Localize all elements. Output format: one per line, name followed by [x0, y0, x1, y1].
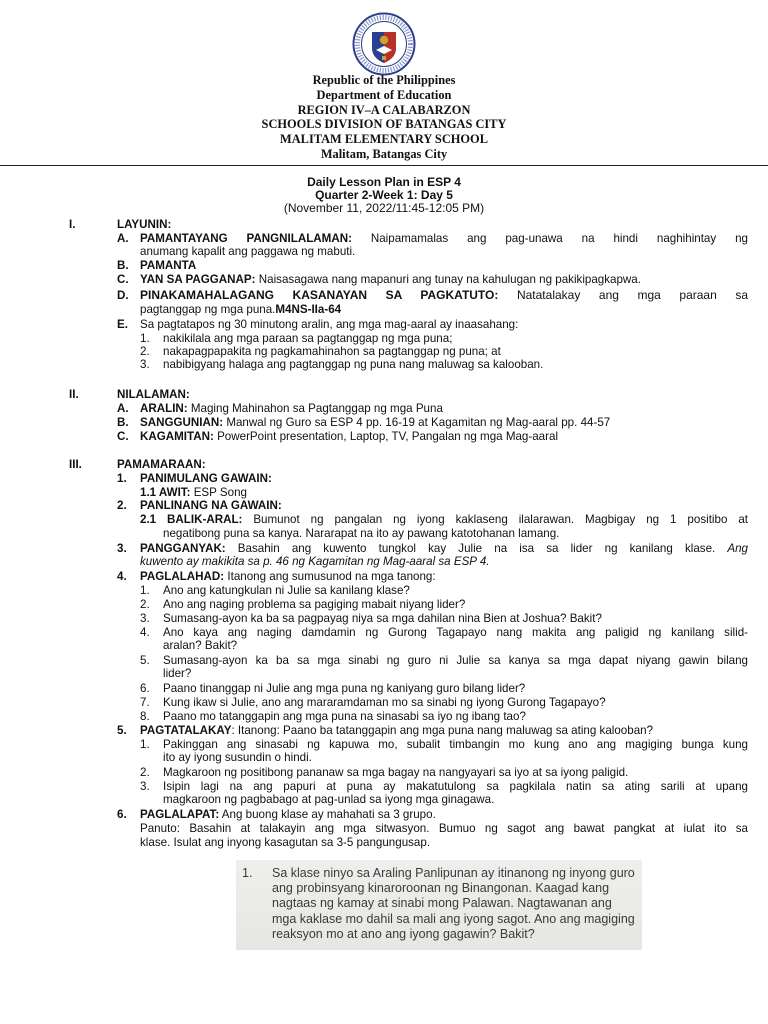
sec1-c-line [140, 273, 641, 286]
sec2-a-text: Maging Mahinahon sa Pagtanggap ng mga Puna [187, 402, 443, 415]
sec1-b-letter: B. [117, 259, 129, 272]
document-header [0, 73, 768, 162]
step-1-label: PANIMULANG GAWAIN: [140, 472, 272, 485]
objective-2-number: 2. [140, 345, 150, 358]
sec1-d-line2 [140, 303, 341, 316]
step-5-text: : Itanong: Paano ba tatanggapin ang mga puna nang maluwag sa ating kalooban? [231, 724, 654, 737]
sec1-e-letter: E. [117, 318, 128, 331]
sec2-c-label: KAGAMITAN: [140, 430, 214, 443]
objective-2-text: nakapagpapakita ng pagkamahinahon sa pagtanggap ng puna; at [163, 345, 501, 358]
question-1-number: 1. [140, 584, 150, 597]
question-1-text: Ano ang katungkulan ni Julie sa kanilang klase? [163, 584, 410, 597]
step-3-text1: Basahin ang kuwento tungkol kay Julie na isa sa lider ng kanilang klase. [225, 542, 728, 555]
deped-seal-logo [352, 12, 416, 76]
section-3-numeral: III. [69, 458, 82, 471]
sec1-d-line1 [140, 289, 748, 302]
sec1-d-code: M4NS-IIa-64 [275, 303, 342, 316]
sec1-d-label: PINAKAMAHALAGANG KASANAYAN SA PAGKATUTO: [140, 288, 499, 302]
step-4-text: Itanong ang sumusunod na mga tanong: [224, 570, 436, 583]
plan-title: Daily Lesson Plan in ESP 4 [307, 175, 461, 189]
question-7-text: Kung ikaw si Julie, ano ang mararamdaman mo sa sinabi ng iyong Gurong Tagapayo? [163, 696, 606, 709]
discussion-2-number: 2. [140, 766, 150, 779]
section-2-heading: NILALAMAN: [117, 388, 190, 401]
question-4-number: 4. [140, 626, 150, 639]
discussion-1-number: 1. [140, 738, 150, 751]
step-4-number: 4. [117, 570, 127, 583]
question-2-number: 2. [140, 598, 150, 611]
step-6-number: 6. [117, 808, 127, 821]
plan-week: Quarter 2-Week 1: Day 5 [315, 188, 453, 203]
step-2-1-line2: negatibong puna sa kanya. Nararapat na ito ay pawang katotohanan lamang. [163, 527, 560, 540]
step-3-italic1: Ang [727, 542, 748, 555]
step-6-panuto-line1: Panuto: Basahin at talakayin ang mga sitwasyon. Bumuo ng sagot ang bawat pangkat at iulat ito sa [140, 822, 748, 835]
step-1-1-line [140, 486, 247, 499]
sec1-d-text1: Natatalakay ang mga paraan sa [498, 288, 748, 302]
sec1-a-line2: anumang kapalit ang paggawa ng mabuti. [140, 245, 356, 258]
sec2-b-text: Manwal ng Guro sa ESP 4 pp. 16-19 at Kagamitan ng Mag-aaral pp. 44-57 [223, 416, 611, 429]
step-4-label: PAGLALAHAD: [140, 570, 225, 583]
sec1-e-text: Sa pagtatapos ng 30 minutong aralin, ang mga mag-aaral ay inaasahang: [140, 318, 519, 331]
step-4-line [140, 570, 436, 583]
sec2-b-line [140, 416, 610, 429]
question-3-number: 3. [140, 612, 150, 625]
discussion-3-number: 3. [140, 780, 150, 793]
question-6-number: 6. [140, 682, 150, 695]
sec2-c-text: PowerPoint presentation, Laptop, TV, Pangalan ng mga Mag-aaral [213, 430, 559, 443]
step-5-number: 5. [117, 724, 127, 737]
sec2-a-label: ARALIN: [140, 402, 188, 415]
step-6-text: Ang buong klase ay mahahati sa 3 grupo. [219, 808, 436, 821]
question-3-text: Sumasang-ayon ka ba sa pagpayag niya sa mga dahilan nina Bien at Joshua? Bakit? [163, 612, 602, 625]
question-8-number: 8. [140, 710, 150, 723]
header-divider [0, 165, 768, 166]
question-5-number: 5. [140, 654, 150, 667]
step-2-1-line1 [140, 513, 748, 526]
sec1-c-label: YAN SA PAGGANAP: [140, 273, 256, 286]
sec1-c-text: Naisasagawa nang mapanuri ang tunay na kahulugan ng pakikipagkapwa. [255, 273, 641, 286]
step-3-number: 3. [117, 542, 127, 555]
header-region: REGION IV–A CALABARZON [297, 102, 471, 117]
sec1-a-letter: A. [117, 232, 129, 245]
sec2-c-letter: C. [117, 430, 129, 443]
situation-card-image [236, 860, 642, 950]
sec1-b-label: PAMANTA [140, 259, 197, 272]
question-4-line2: aralan? Bakit? [163, 639, 238, 652]
step-6-line [140, 808, 436, 821]
section-1-numeral: I. [69, 218, 76, 231]
sec1-d-letter: D. [117, 289, 129, 302]
sec2-b-label: SANGGUNIAN: [140, 416, 224, 429]
objective-3-text: nabibigyang halaga ang pagtanggap ng puna nang maluwag sa kalooban. [163, 358, 544, 371]
section-2-numeral: II. [69, 388, 79, 401]
question-5-line2: lider? [163, 667, 192, 680]
step-1-number: 1. [117, 472, 127, 485]
sec1-d-text2: pagtanggap ng mga puna. [140, 303, 276, 316]
step-5-line [140, 724, 653, 737]
header-school: MALITAM ELEMENTARY SCHOOL [280, 132, 488, 147]
step-2-number: 2. [117, 499, 127, 512]
question-4-line1: Ano kaya ang naging damdamin ng Gurong Tagapayo nang makita ang paligid ng kanilang silid- [163, 626, 748, 639]
question-6-text: Paano tinanggap ni Julie ang mga puna ng kaniyang guro bilang lider? [163, 682, 526, 695]
discussion-1-line2: ito ay iyong susundin o hindi. [163, 751, 312, 764]
header-republic: Republic of the Philippines [312, 73, 456, 87]
header-department: Department of Education [316, 87, 452, 102]
discussion-3-line1: Isipin lagi na ang papuri at puna ay makatutulong sa pagkilala natin sa ating sarili at upang [163, 780, 748, 793]
discussion-1-line1: Pakinggan ang sinasabi ng kapuwa mo, subalit timbangin mo kung ano ang magiging bunga kung [163, 738, 748, 751]
sec2-a-line [140, 402, 443, 415]
discussion-3-line2: magkaroon ng pagbabago at pag-unlad sa iyong mga ginagawa. [163, 793, 495, 806]
sec1-a-line1 [140, 232, 748, 245]
objective-3-number: 3. [140, 358, 150, 371]
situation-number: 1. [242, 866, 253, 880]
sec2-c-line [140, 430, 558, 443]
header-division: SCHOOLS DIVISION OF BATANGAS CITY [261, 117, 507, 132]
step-2-1-text1: Bumunot ng pangalan ng iyong kaklaseng ilalarawan. Magbigay ng 1 positibo at [242, 513, 748, 526]
header-address: Malitam, Batangas City [320, 146, 448, 161]
section-3-heading: PAMAMARAAN: [117, 458, 206, 471]
question-5-line1: Sumasang-ayon ka ba sa mga sinabi ng guro ni Julie sa kanya sa mga dapat niyang gawin bilang [163, 654, 748, 667]
question-8-text: Paano mo tatanggapin ang mga puna na sinasabi sa iyo ng ibang tao? [163, 710, 526, 723]
question-2-text: Ano ang naging problema sa pagiging mabait niyang lider? [163, 598, 466, 611]
plan-date: (November 11, 2022/11:45-12:05 PM) [283, 201, 485, 216]
step-3-label: PANGGANYAK: [140, 542, 226, 555]
step-3-line2: kuwento ay makikita sa p. 46 ng Kagamitan ng Mag-aaral sa ESP 4. [140, 555, 490, 568]
step-1-1-text: ESP Song [190, 486, 247, 499]
question-7-number: 7. [140, 696, 150, 709]
step-6-panuto-line2: klase. Isulat ang inyong kasagutan sa 3-5 pangungusap. [140, 836, 431, 849]
objective-1-number: 1. [140, 332, 150, 345]
section-1-heading: LAYUNIN: [117, 218, 172, 231]
situation-text: Sa klase ninyo sa Araling Panlipunan ay itinanong ng inyong guro ang probinsyang kinaroroonan ng Binangonan. Kaagad kang nagtaas ng kamay at sinabi mong Palawan. Nagtawanan ang mga kaklase mo dahil sa mali ang iyong sagot. Ano ang magiging reaksyon mo at ano ang iyong gagawin? Bakit? [272, 866, 635, 941]
lesson-plan-title [0, 176, 768, 216]
step-6-label: PAGLALAPAT: [140, 808, 220, 821]
sec2-b-letter: B. [117, 416, 129, 429]
discussion-2-text: Magkaroon ng positibong pananaw sa mga bagay na nangyayari sa iyo at sa iyong paligid. [163, 766, 629, 779]
step-2-1-label: 2.1 BALIK-ARAL: [140, 513, 243, 526]
objective-1-text: nakikilala ang mga paraan sa pagtanggap ng mga puna; [163, 332, 453, 345]
sec1-a-label: PAMANTAYANG PANGNILALAMAN: [140, 232, 352, 245]
step-2-label: PANLINANG NA GAWAIN: [140, 499, 282, 512]
sec2-a-letter: A. [117, 402, 129, 415]
sec1-a-text1: Naipamamalas ang pag-unawa na hindi naghihintay ng [351, 232, 748, 245]
step-5-label: PAGTATALAKAY [140, 724, 232, 737]
sec1-c-letter: C. [117, 273, 129, 286]
step-3-line1 [140, 542, 748, 555]
step-1-1-label: 1.1 AWIT: [140, 486, 191, 499]
